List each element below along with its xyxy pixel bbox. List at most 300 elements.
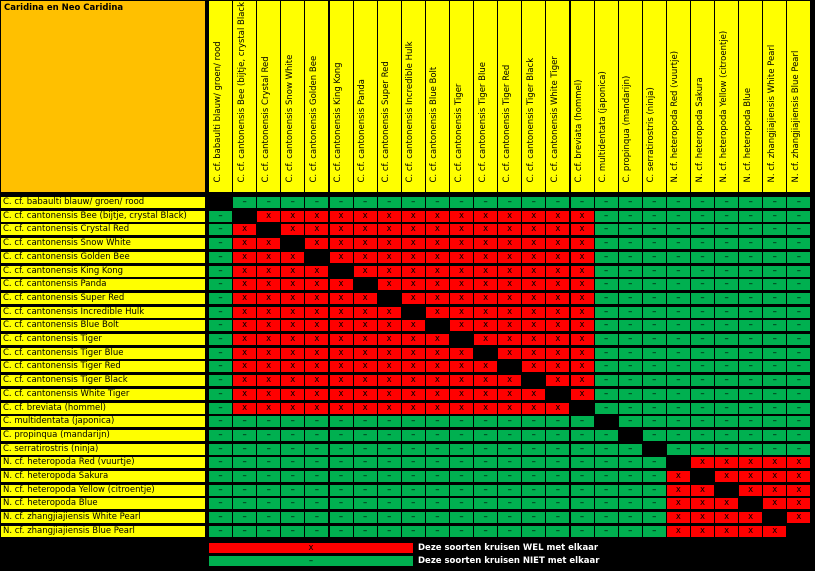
column-header: [232, 0, 257, 193]
cross-cell: x: [304, 319, 329, 332]
no-cross-cell: –: [618, 265, 643, 278]
no-cross-cell: –: [738, 388, 763, 401]
no-cross-cell: –: [786, 196, 811, 209]
no-cross-cell: –: [642, 415, 667, 428]
no-cross-cell: –: [690, 278, 715, 291]
cross-cell: x: [473, 278, 498, 291]
no-cross-cell: –: [594, 470, 619, 483]
cross-cell: x: [449, 306, 474, 319]
cross-cell: x: [497, 237, 522, 250]
cross-cell: x: [762, 484, 787, 497]
no-cross-cell: –: [762, 210, 787, 223]
cross-cell: x: [353, 265, 378, 278]
cross-cell: x: [570, 210, 595, 223]
row-header: C. cf. cantonensis Panda: [0, 278, 206, 291]
no-cross-cell: –: [377, 415, 402, 428]
no-cross-cell: –: [304, 443, 329, 456]
cross-cell: x: [497, 374, 522, 387]
no-cross-cell: –: [353, 470, 378, 483]
cross-cell: x: [714, 470, 739, 483]
cross-cell: x: [497, 388, 522, 401]
cross-cell: x: [497, 292, 522, 305]
self-cell: [738, 497, 763, 510]
no-cross-cell: –: [208, 456, 233, 469]
self-cell: [304, 251, 329, 264]
cross-cell: x: [473, 265, 498, 278]
no-cross-cell: –: [570, 511, 595, 524]
self-cell: [353, 278, 378, 291]
self-cell: [473, 347, 498, 360]
self-cell: [329, 265, 354, 278]
row-header: C. propinqua (mandarijn): [0, 429, 206, 442]
no-cross-cell: –: [353, 484, 378, 497]
no-cross-cell: –: [377, 511, 402, 524]
legend-cross-swatch: x: [208, 542, 414, 554]
no-cross-cell: –: [353, 525, 378, 538]
row-header: N. cf. heteropoda Blue: [0, 497, 206, 510]
no-cross-cell: –: [618, 319, 643, 332]
no-cross-cell: –: [377, 525, 402, 538]
legend-no-cross-swatch: –: [208, 555, 414, 567]
no-cross-cell: –: [497, 456, 522, 469]
no-cross-cell: –: [690, 251, 715, 264]
no-cross-cell: –: [473, 484, 498, 497]
no-cross-cell: –: [497, 525, 522, 538]
no-cross-cell: –: [208, 319, 233, 332]
cross-cell: x: [280, 333, 305, 346]
cross-cell: x: [280, 347, 305, 360]
cross-cell: x: [762, 497, 787, 510]
no-cross-cell: –: [545, 196, 570, 209]
no-cross-cell: –: [280, 484, 305, 497]
no-cross-cell: –: [280, 415, 305, 428]
column-header: [545, 0, 570, 193]
cross-cell: x: [329, 223, 354, 236]
cross-cell: x: [570, 251, 595, 264]
no-cross-cell: –: [232, 525, 257, 538]
cross-cell: x: [304, 388, 329, 401]
column-header: [473, 0, 498, 193]
column-header: [208, 0, 233, 193]
no-cross-cell: –: [594, 347, 619, 360]
no-cross-cell: –: [618, 360, 643, 373]
no-cross-cell: –: [594, 265, 619, 278]
cross-cell: x: [762, 456, 787, 469]
column-header: [401, 0, 426, 193]
no-cross-cell: –: [786, 443, 811, 456]
no-cross-cell: –: [208, 497, 233, 510]
no-cross-cell: –: [762, 402, 787, 415]
no-cross-cell: –: [208, 306, 233, 319]
column-header-label: N. cf. zhangjiajiensis Blue Pearl: [790, 50, 801, 183]
cross-cell: x: [666, 497, 691, 510]
cross-cell: x: [473, 210, 498, 223]
no-cross-cell: –: [618, 278, 643, 291]
self-cell: [377, 292, 402, 305]
no-cross-cell: –: [714, 237, 739, 250]
cross-cell: x: [377, 237, 402, 250]
cross-cell: x: [329, 333, 354, 346]
no-cross-cell: –: [425, 497, 450, 510]
cross-cell: x: [401, 292, 426, 305]
cross-cell: x: [425, 210, 450, 223]
column-header: [280, 0, 305, 193]
cross-cell: x: [353, 374, 378, 387]
cross-cell: x: [545, 333, 570, 346]
cross-cell: x: [353, 360, 378, 373]
no-cross-cell: –: [714, 196, 739, 209]
no-cross-cell: –: [329, 525, 354, 538]
column-header-label: C. cf. cantonensis Tiger Red: [501, 64, 512, 183]
no-cross-cell: –: [666, 292, 691, 305]
no-cross-cell: –: [329, 484, 354, 497]
cross-cell: x: [353, 292, 378, 305]
cross-cell: x: [256, 374, 281, 387]
cross-cell: x: [425, 374, 450, 387]
cross-cell: x: [545, 251, 570, 264]
no-cross-cell: –: [618, 511, 643, 524]
cross-cell: x: [401, 402, 426, 415]
no-cross-cell: –: [497, 429, 522, 442]
no-cross-cell: –: [208, 210, 233, 223]
cross-cell: x: [449, 388, 474, 401]
no-cross-cell: –: [762, 196, 787, 209]
cross-cell: x: [570, 388, 595, 401]
cross-cell: x: [521, 278, 546, 291]
no-cross-cell: –: [521, 511, 546, 524]
no-cross-cell: –: [642, 237, 667, 250]
cross-cell: x: [449, 347, 474, 360]
row-header: C. cf. cantonensis Golden Bee: [0, 251, 206, 264]
cross-cell: x: [497, 210, 522, 223]
cross-cell: x: [232, 347, 257, 360]
no-cross-cell: –: [425, 196, 450, 209]
cross-cell: x: [449, 265, 474, 278]
cross-cell: x: [353, 402, 378, 415]
row-header: C. cf. cantonensis Bee (bijtje, crystal Black): [0, 210, 206, 223]
no-cross-cell: –: [714, 292, 739, 305]
no-cross-cell: –: [786, 319, 811, 332]
column-header: [521, 0, 546, 193]
no-cross-cell: –: [642, 196, 667, 209]
no-cross-cell: –: [618, 237, 643, 250]
cross-cell: x: [280, 374, 305, 387]
no-cross-cell: –: [642, 292, 667, 305]
no-cross-cell: –: [425, 470, 450, 483]
no-cross-cell: –: [690, 429, 715, 442]
cross-cell: x: [280, 319, 305, 332]
no-cross-cell: –: [353, 443, 378, 456]
no-cross-cell: –: [690, 388, 715, 401]
no-cross-cell: –: [786, 306, 811, 319]
no-cross-cell: –: [545, 511, 570, 524]
no-cross-cell: –: [762, 306, 787, 319]
cross-cell: x: [497, 251, 522, 264]
cross-cell: x: [449, 292, 474, 305]
no-cross-cell: –: [690, 374, 715, 387]
legend-cross-text: Deze soorten kruisen WEL met elkaar: [418, 543, 599, 553]
no-cross-cell: –: [208, 360, 233, 373]
no-cross-cell: –: [714, 223, 739, 236]
cross-cell: x: [449, 278, 474, 291]
no-cross-cell: –: [570, 525, 595, 538]
column-header: [666, 0, 691, 193]
no-cross-cell: –: [618, 415, 643, 428]
no-cross-cell: –: [762, 333, 787, 346]
no-cross-cell: –: [449, 415, 474, 428]
no-cross-cell: –: [401, 429, 426, 442]
no-cross-cell: –: [738, 347, 763, 360]
cross-cell: x: [329, 292, 354, 305]
cross-cell: x: [232, 265, 257, 278]
no-cross-cell: –: [304, 484, 329, 497]
cross-cell: x: [738, 511, 763, 524]
no-cross-cell: –: [256, 415, 281, 428]
self-cell: [786, 525, 811, 538]
no-cross-cell: –: [690, 415, 715, 428]
no-cross-cell: –: [666, 402, 691, 415]
no-cross-cell: –: [666, 251, 691, 264]
no-cross-cell: –: [642, 497, 667, 510]
no-cross-cell: –: [714, 443, 739, 456]
no-cross-cell: –: [473, 456, 498, 469]
cross-cell: x: [425, 251, 450, 264]
row-header: C. cf. cantonensis King Kong: [0, 265, 206, 278]
no-cross-cell: –: [714, 319, 739, 332]
cross-cell: x: [256, 360, 281, 373]
no-cross-cell: –: [618, 456, 643, 469]
no-cross-cell: –: [714, 306, 739, 319]
no-cross-cell: –: [232, 415, 257, 428]
cross-cell: x: [353, 210, 378, 223]
cross-cell: x: [329, 251, 354, 264]
no-cross-cell: –: [329, 497, 354, 510]
no-cross-cell: –: [594, 402, 619, 415]
cross-cell: x: [545, 360, 570, 373]
no-cross-cell: –: [545, 484, 570, 497]
no-cross-cell: –: [280, 456, 305, 469]
no-cross-cell: –: [762, 265, 787, 278]
no-cross-cell: –: [208, 511, 233, 524]
column-header: [762, 0, 787, 193]
cross-cell: x: [377, 374, 402, 387]
no-cross-cell: –: [762, 374, 787, 387]
cross-cell: x: [497, 223, 522, 236]
row-header: N. cf. zhangjiajiensis White Pearl: [0, 511, 206, 524]
cross-cell: x: [545, 292, 570, 305]
no-cross-cell: –: [594, 251, 619, 264]
no-cross-cell: –: [521, 497, 546, 510]
no-cross-cell: –: [738, 333, 763, 346]
no-cross-cell: –: [786, 223, 811, 236]
no-cross-cell: –: [329, 415, 354, 428]
cross-cell: x: [738, 525, 763, 538]
column-header-label: C. serratirostris (ninja): [646, 87, 657, 183]
column-header-label: C. cf. breviata (hommel): [574, 79, 584, 183]
no-cross-cell: –: [618, 388, 643, 401]
no-cross-cell: –: [304, 415, 329, 428]
no-cross-cell: –: [594, 319, 619, 332]
cross-cell: x: [449, 360, 474, 373]
no-cross-cell: –: [714, 415, 739, 428]
column-header: [786, 0, 811, 193]
cross-cell: x: [497, 347, 522, 360]
no-cross-cell: –: [714, 429, 739, 442]
no-cross-cell: –: [738, 292, 763, 305]
cross-cell: x: [329, 374, 354, 387]
column-header: [329, 0, 354, 193]
column-header: [497, 0, 522, 193]
cross-cell: x: [497, 278, 522, 291]
no-cross-cell: –: [666, 360, 691, 373]
cross-cell: x: [690, 484, 715, 497]
cross-cell: x: [449, 319, 474, 332]
no-cross-cell: –: [401, 443, 426, 456]
no-cross-cell: –: [280, 196, 305, 209]
no-cross-cell: –: [256, 470, 281, 483]
no-cross-cell: –: [232, 470, 257, 483]
cross-cell: x: [329, 388, 354, 401]
cross-cell: x: [329, 278, 354, 291]
no-cross-cell: –: [353, 497, 378, 510]
no-cross-cell: –: [786, 415, 811, 428]
no-cross-cell: –: [401, 497, 426, 510]
no-cross-cell: –: [762, 443, 787, 456]
cross-cell: x: [256, 306, 281, 319]
no-cross-cell: –: [256, 196, 281, 209]
no-cross-cell: –: [642, 333, 667, 346]
cross-cell: x: [521, 360, 546, 373]
cross-cell: x: [545, 223, 570, 236]
no-cross-cell: –: [329, 196, 354, 209]
no-cross-cell: –: [497, 443, 522, 456]
no-cross-cell: –: [256, 525, 281, 538]
no-cross-cell: –: [570, 497, 595, 510]
row-header: C. cf. cantonensis White Tiger: [0, 388, 206, 401]
no-cross-cell: –: [545, 497, 570, 510]
no-cross-cell: –: [762, 388, 787, 401]
no-cross-cell: –: [353, 511, 378, 524]
cross-cell: x: [256, 278, 281, 291]
no-cross-cell: –: [473, 429, 498, 442]
column-header-label: C. cf. cantonensis Golden Bee: [308, 55, 319, 183]
cross-cell: x: [449, 210, 474, 223]
cross-cell: x: [762, 470, 787, 483]
cross-cell: x: [280, 402, 305, 415]
cross-cell: x: [401, 278, 426, 291]
no-cross-cell: –: [594, 497, 619, 510]
cross-cell: x: [425, 306, 450, 319]
no-cross-cell: –: [738, 402, 763, 415]
cross-cell: x: [521, 223, 546, 236]
self-cell: [401, 306, 426, 319]
no-cross-cell: –: [618, 292, 643, 305]
no-cross-cell: –: [304, 525, 329, 538]
no-cross-cell: –: [666, 415, 691, 428]
no-cross-cell: –: [208, 443, 233, 456]
no-cross-cell: –: [594, 333, 619, 346]
no-cross-cell: –: [786, 429, 811, 442]
no-cross-cell: –: [594, 525, 619, 538]
self-cell: [545, 388, 570, 401]
cross-cell: x: [401, 360, 426, 373]
cross-cell: x: [304, 333, 329, 346]
no-cross-cell: –: [594, 292, 619, 305]
cross-cell: x: [256, 347, 281, 360]
self-cell: [425, 319, 450, 332]
cross-cell: x: [280, 292, 305, 305]
no-cross-cell: –: [208, 251, 233, 264]
cross-cell: x: [570, 319, 595, 332]
column-header-label: C. propinqua (mandarijn): [622, 75, 633, 183]
cross-cell: x: [280, 223, 305, 236]
no-cross-cell: –: [666, 196, 691, 209]
cross-cell: x: [353, 319, 378, 332]
no-cross-cell: –: [642, 511, 667, 524]
self-cell: [521, 374, 546, 387]
row-header: C. cf. cantonensis Crystal Red: [0, 223, 206, 236]
cross-cell: x: [425, 292, 450, 305]
no-cross-cell: –: [642, 347, 667, 360]
no-cross-cell: –: [594, 196, 619, 209]
no-cross-cell: –: [762, 237, 787, 250]
no-cross-cell: –: [594, 360, 619, 373]
cross-cell: x: [377, 210, 402, 223]
no-cross-cell: –: [738, 319, 763, 332]
cross-cell: x: [256, 251, 281, 264]
cross-cell: x: [666, 525, 691, 538]
cross-cell: x: [256, 319, 281, 332]
no-cross-cell: –: [329, 443, 354, 456]
no-cross-cell: –: [208, 278, 233, 291]
no-cross-cell: –: [690, 443, 715, 456]
no-cross-cell: –: [256, 429, 281, 442]
cross-cell: x: [377, 278, 402, 291]
no-cross-cell: –: [208, 237, 233, 250]
no-cross-cell: –: [642, 388, 667, 401]
no-cross-cell: –: [714, 210, 739, 223]
cross-cell: x: [329, 347, 354, 360]
cross-cell: x: [786, 470, 811, 483]
no-cross-cell: –: [642, 278, 667, 291]
cross-cell: x: [401, 374, 426, 387]
self-cell: [497, 360, 522, 373]
no-cross-cell: –: [521, 429, 546, 442]
cross-cell: x: [232, 360, 257, 373]
no-cross-cell: –: [256, 511, 281, 524]
no-cross-cell: –: [762, 347, 787, 360]
column-header: [714, 0, 739, 193]
no-cross-cell: –: [353, 429, 378, 442]
no-cross-cell: –: [208, 292, 233, 305]
no-cross-cell: –: [208, 470, 233, 483]
no-cross-cell: –: [473, 470, 498, 483]
no-cross-cell: –: [786, 292, 811, 305]
no-cross-cell: –: [545, 415, 570, 428]
no-cross-cell: –: [666, 223, 691, 236]
no-cross-cell: –: [618, 497, 643, 510]
no-cross-cell: –: [208, 484, 233, 497]
no-cross-cell: –: [666, 265, 691, 278]
cross-cell: x: [521, 306, 546, 319]
cross-cell: x: [377, 251, 402, 264]
cross-cell: x: [256, 237, 281, 250]
no-cross-cell: –: [449, 525, 474, 538]
no-cross-cell: –: [570, 456, 595, 469]
cross-cell: x: [545, 319, 570, 332]
column-header-label: C. cf. cantonensis King Kong: [333, 62, 343, 183]
no-cross-cell: –: [377, 497, 402, 510]
